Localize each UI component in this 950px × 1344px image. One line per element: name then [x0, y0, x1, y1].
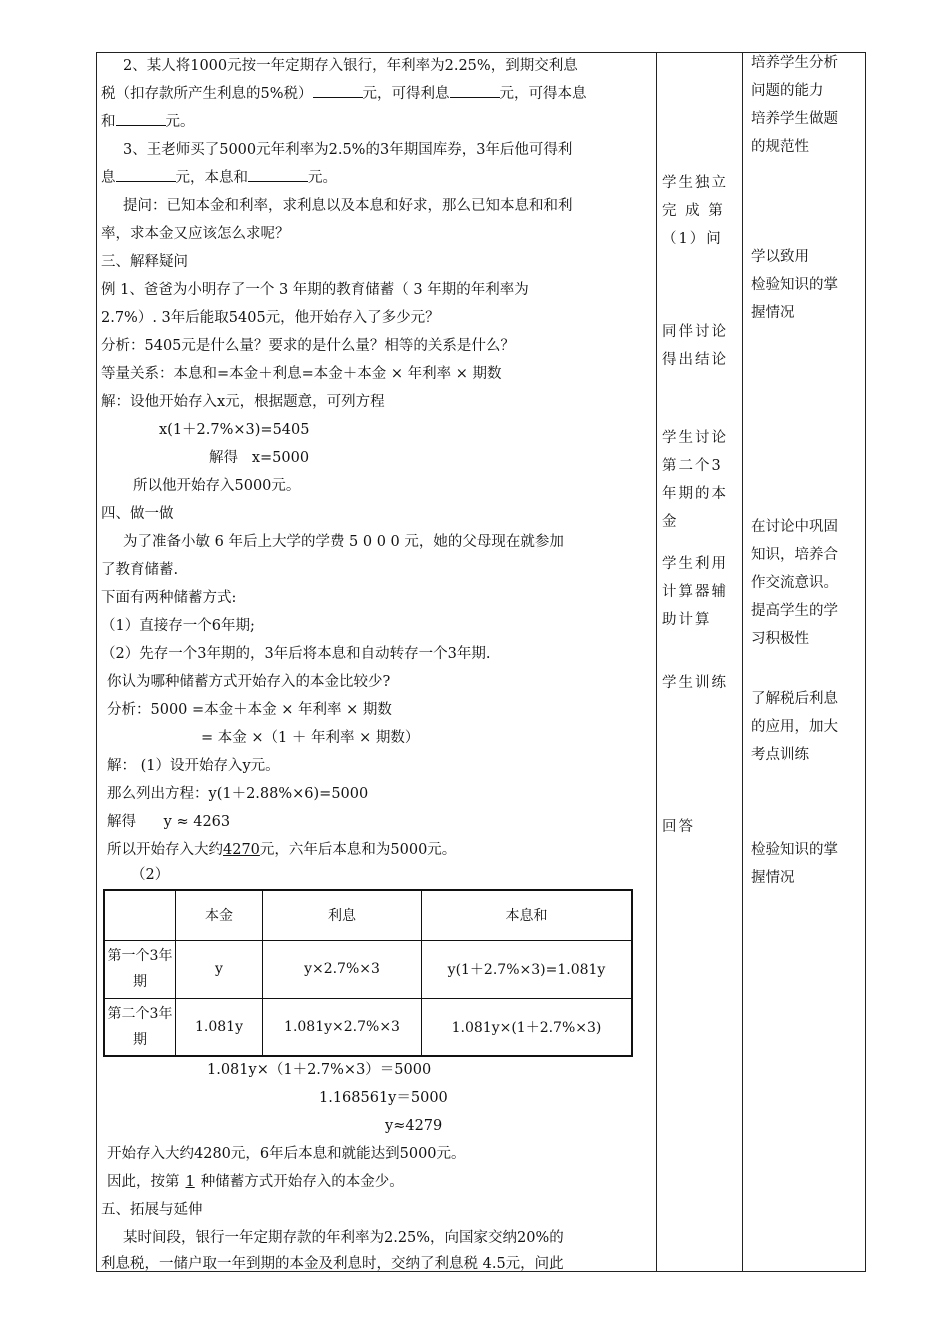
design-intent-check: 检验知识的掌 握情况 [751, 842, 838, 886]
table-row [104, 998, 632, 1056]
solution-1: 解：设他开始存入x元，根据题意，可列方程 [101, 394, 385, 410]
table-cell: y [176, 940, 263, 998]
extension-line-1: 某时间段，银行一年定期存款的年利率为2.25%，向国家交纳20%的 [123, 1230, 564, 1246]
student-activity-peer-discussion: 同伴讨论 得出结论 [662, 324, 728, 368]
conclusion: 因此，按第 1 种储蓄方式开始存入的本金少。 [107, 1174, 404, 1190]
student-activity-discussion: 学生讨论 第二个3 年期的本 金 [662, 430, 728, 530]
table-header-cell: 利息 [263, 890, 422, 940]
design-intent-discussion: 在讨论中巩固 知识，培养合 作交流意识。 提高学生的学 习积极性 [751, 519, 838, 647]
solution-2: 解： (1）设开始存入y元。 [107, 758, 280, 774]
lesson-plan-table [96, 52, 866, 1272]
equation-2: 那么列出方程：y(1＋2.88%×6)=5000 [107, 786, 369, 802]
table-cell: 第二个3年期 [104, 998, 176, 1056]
section-3-title: 三、解释疑问 [101, 254, 188, 270]
answer-3: 开始存入大约4280元，6年后本息和就能达到5000元。 [107, 1146, 466, 1162]
extension-line-2: 利息税，一储户取一年到期的本金及利息时，交纳了利息税 4.5元，问此 [101, 1256, 564, 1272]
calc-line-3: y≈4279 [385, 1118, 443, 1134]
section-5-title: 五、拓展与延伸 [101, 1202, 203, 1218]
section-4-para-line-1: 为了准备小敏 6 年后上大学的学费 5 0 0 0 元，她的父母现在就参加 [123, 534, 564, 550]
column-divider [742, 53, 743, 1271]
example-1-line-2: 2.7%）. 3年后能取5405元，他开始存入了多少元？ [101, 310, 440, 326]
design-intent-apply: 学以致用 检验知识的掌 握情况 [751, 249, 838, 321]
student-activity-answer: 回答 [662, 819, 695, 835]
student-activity-calculator: 学生利用 计算器辅 助计算 [662, 556, 728, 628]
equality-relation: 等量关系：本息和=本金＋利息=本金＋本金 × 年利率 × 期数 [101, 366, 502, 382]
option-2: （2）先存一个3年期的，3年后将本息和自动转存一个3年期. [101, 646, 491, 662]
column-divider [656, 53, 657, 1271]
part-2-label: （2） [131, 867, 170, 883]
table-header-cell: 本息和 [422, 890, 633, 940]
equation-2-result: 解得 y ≈ 4263 [107, 814, 231, 830]
table-header-cell [104, 890, 176, 940]
table-row [104, 940, 632, 998]
question-line-2: 率，求本金又应该怎么求呢？ [101, 226, 290, 242]
analysis-2-line-2: = 本金 ×（1 ＋ 年利率 × 期数） [201, 730, 420, 746]
problem-2-line-2: 税（扣存款所产生利息的5%税） 元，可得利息 元，可得本息 [101, 80, 587, 108]
section-4-para-line-3: 下面有两种储蓄方式: [101, 590, 237, 606]
equation-1: x(1＋2.7%×3)=5405 [159, 422, 310, 438]
equation-1-result: 解得 x=5000 [209, 450, 310, 466]
option-1: （1）直接存一个6年期; [101, 618, 255, 634]
problem-2-line-3: 和 元。 [101, 108, 195, 136]
table-header-cell: 本金 [176, 890, 263, 940]
design-intent-analysis: 培养学生分析 问题的能力 培养学生做题 的规范性 [751, 55, 838, 155]
question-which: 你认为哪种储蓄方式开始存入的本金比较少? [107, 674, 391, 690]
student-activity-independent: 学生独立 完 成 第 （1）问 [662, 175, 728, 247]
calc-line-1: 1.081y×（1＋2.7%×3）＝5000 [207, 1062, 432, 1078]
problem-3-line-2: 息 元，本息和 元。 [101, 164, 337, 192]
question-line-1: 提问：已知本金和利率，求利息以及本息和好求，那么已知本息和和利 [123, 198, 573, 214]
table-cell: y×2.7%×3 [263, 940, 422, 998]
problem-3-line-1: 3、王老师买了5000元年利率为2.5%的3年期国库券，3年后他可得利 [123, 142, 573, 158]
table-cell: 1.081y×(1＋2.7%×3) [422, 998, 633, 1056]
answer-1: 所以他开始存入5000元。 [133, 478, 301, 494]
section-4-para-line-2: 了教育储蓄. [101, 562, 179, 578]
table-header-row [104, 890, 632, 940]
example-1-line-1: 例 1、爸爸为小明存了一个 3 年期的教育储蓄（ 3 年期的年利率为 [101, 282, 529, 298]
table-cell: 1.081y×2.7%×3 [263, 998, 422, 1056]
calc-line-2: 1.168561y＝5000 [319, 1090, 448, 1106]
problem-2-line-1: 2、某人将1000元按一年定期存入银行，年利率为2.25%，到期交利息 [123, 58, 578, 74]
savings-comparison-table [103, 889, 633, 1057]
analysis-1: 分析：5405元是什么量？要求的是什么量？相等的关系是什么？ [101, 338, 515, 354]
table-cell: y(1＋2.7%×3)=1.081y [422, 940, 633, 998]
table-cell: 第一个3年期 [104, 940, 176, 998]
design-intent-tax: 了解税后利息 的应用，加大 考点训练 [751, 691, 838, 763]
section-4-title: 四、做一做 [101, 506, 174, 522]
answer-2: 所以开始存入大约4270元，六年后本息和为5000元。 [107, 842, 457, 858]
analysis-2-line-1: 分析：5000 =本金＋本金 × 年利率 × 期数 [107, 702, 392, 718]
student-activity-training: 学生训练 [662, 675, 728, 691]
table-cell: 1.081y [176, 998, 263, 1056]
